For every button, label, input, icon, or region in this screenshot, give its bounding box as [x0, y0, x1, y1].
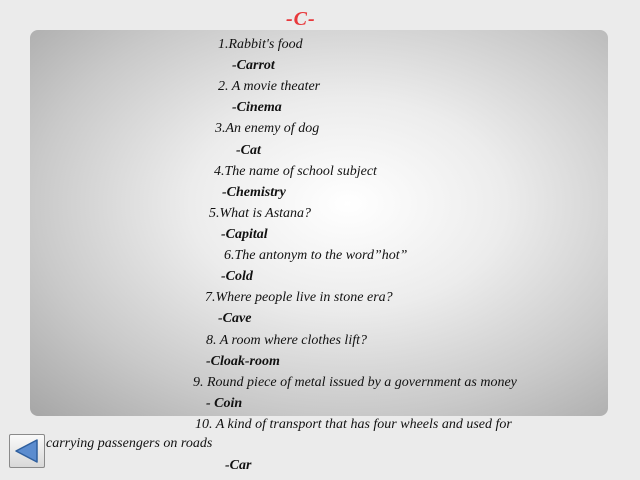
answer-6: -Cold [221, 269, 253, 284]
question-10: 10. A kind of transport that has four wheels and used for [195, 417, 512, 432]
question-2: 2. A movie theater [218, 79, 321, 94]
question-9: 9. Round piece of metal issued by a government as money [193, 375, 517, 390]
question-6: 6.The antonym to the word”hot” [224, 248, 408, 263]
back-button[interactable] [9, 434, 45, 468]
question-7: 7.Where people live in stone era? [205, 290, 393, 305]
answer-9: - Coin [206, 396, 243, 411]
answer-8: -Cloak-room [206, 354, 280, 369]
question-8: 8. A room where clothes lift? [206, 333, 367, 348]
answer-3: -Cat [236, 143, 261, 158]
answer-7: -Cave [218, 311, 252, 326]
back-arrow-icon [13, 438, 41, 464]
question-5: 5.What is Astana? [209, 206, 312, 221]
answer-5: -Capital [221, 227, 268, 242]
answer-2: -Cinema [232, 100, 282, 115]
question-4: 4.The name of school subject [214, 164, 377, 179]
slide-title: -C- [286, 8, 316, 30]
answer-10: -Car [225, 458, 252, 473]
answer-4: -Chemistry [222, 185, 286, 200]
question-3: 3.An enemy of dog [215, 121, 320, 136]
answer-1: -Carrot [232, 58, 275, 73]
question-1: 1.Rabbit's food [218, 37, 303, 52]
question-10-continued: carrying passengers on roads [46, 436, 213, 451]
